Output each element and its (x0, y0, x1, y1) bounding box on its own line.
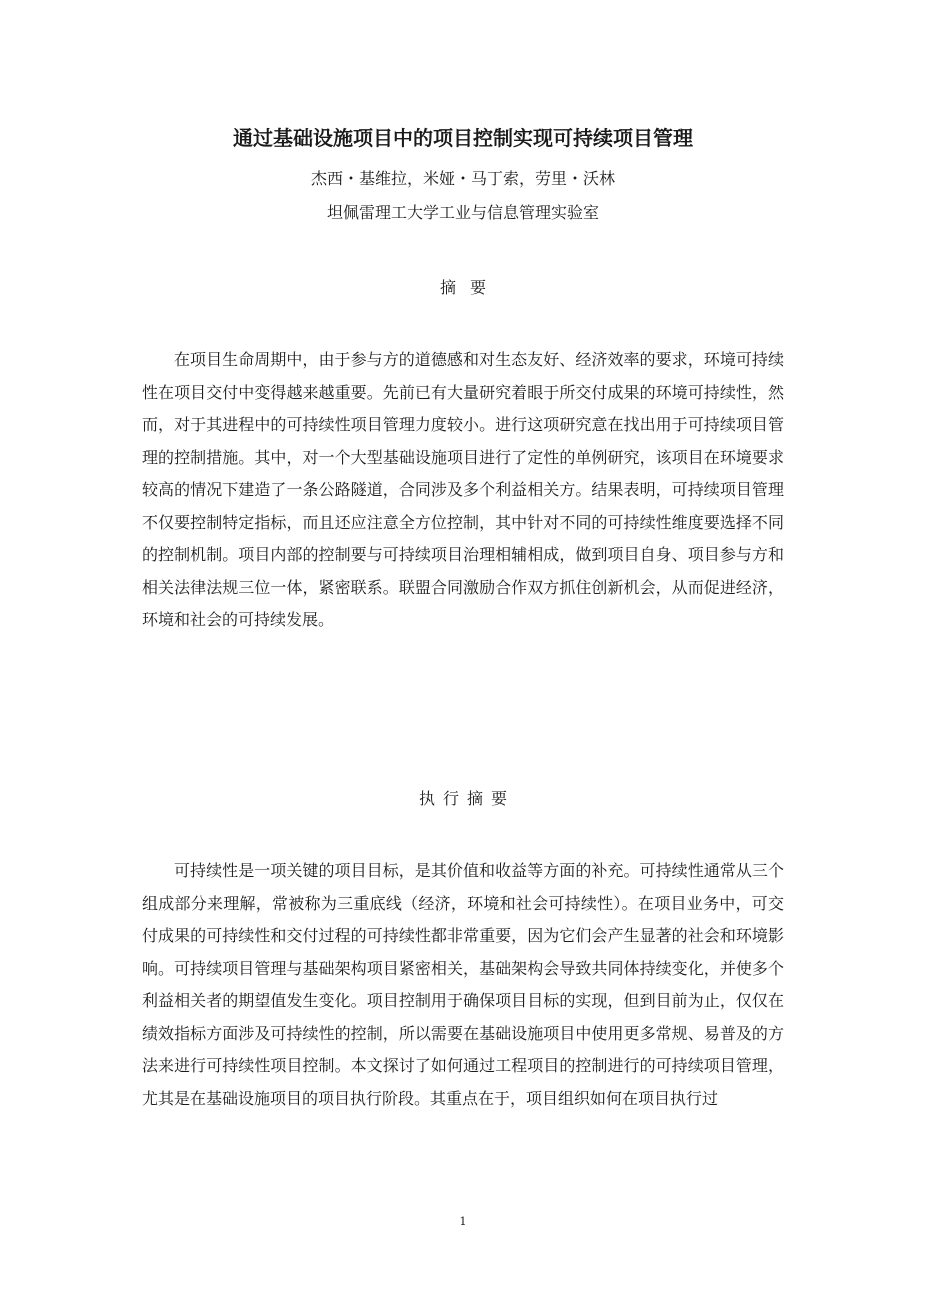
affiliation: 坦佩雷理工大学工业与信息管理实验室 (326, 203, 599, 222)
document-title: 通过基础设施项目中的项目控制实现可持续项目管理 (233, 126, 693, 150)
executive-summary-paragraph: 可持续性是一项关键的项目目标，是其价值和收益等方面的补充。可持续性通常从三个组成部分来理解，常被称为三重底线（经济，环境和社会可持续性）。在项目业务中，可交付成果的可持续性和交付过程的可持续性都非常重要，因为它们会产生显著的社会和环境影响。可持续项目管理与基础架构项目紧密相关，基础架构会导致共同体持续变化，并使多个利益相关者的期望值发生变化。项目控制用于确保项目目标的实现，但到目前为止，仅仅在绩效指标方面涉及可持续性的控制，所以需要在基础设施项目中使用更多常规、易普及的方法来进行可持续性项目控制。本文探讨了如何通过工程项目的控制进行的可持续项目管理，尤其是在基础设施项目的项目执行阶段。其重点在于，项目组织如何在项目执行过 (142, 861, 784, 1108)
page-number: 1 (459, 1215, 467, 1228)
executive-summary-heading: 执行摘要 (418, 789, 515, 808)
author-list: 杰西・基维拉，米娅・马丁索，劳里・沃林 (310, 169, 615, 188)
abstract-paragraph: 在项目生命周期中，由于参与方的道德感和对生态友好、经济效率的要求，环境可持续性在项目交付中变得越来越重要。先前已有大量研究着眼于所交付成果的环境可持续性，然而，对于其进程中的可持续性项目管理力度较小。进行这项研究意在找出用于可持续项目管理的控制措施。其中，对一个大型基础设施项目进行了定性的单例研究，该项目在环境要求较高的情况下建造了一条公路隧道，合同涉及多个利益相关方。结果表明，可持续项目管理不仅要控制特定指标，而且还应注意全方位控制，其中针对不同的可持续性维度要选择不同的控制机制。项目内部的控制要与可持续项目治理相辅相成，做到项目自身、项目参与方和相关法律法规三位一体，紧密联系。联盟合同激励合作双方抓住创新机会，从而促进经济，环境和社会的可持续发展。 (142, 350, 784, 629)
abstract-heading: 摘要 (439, 278, 500, 297)
